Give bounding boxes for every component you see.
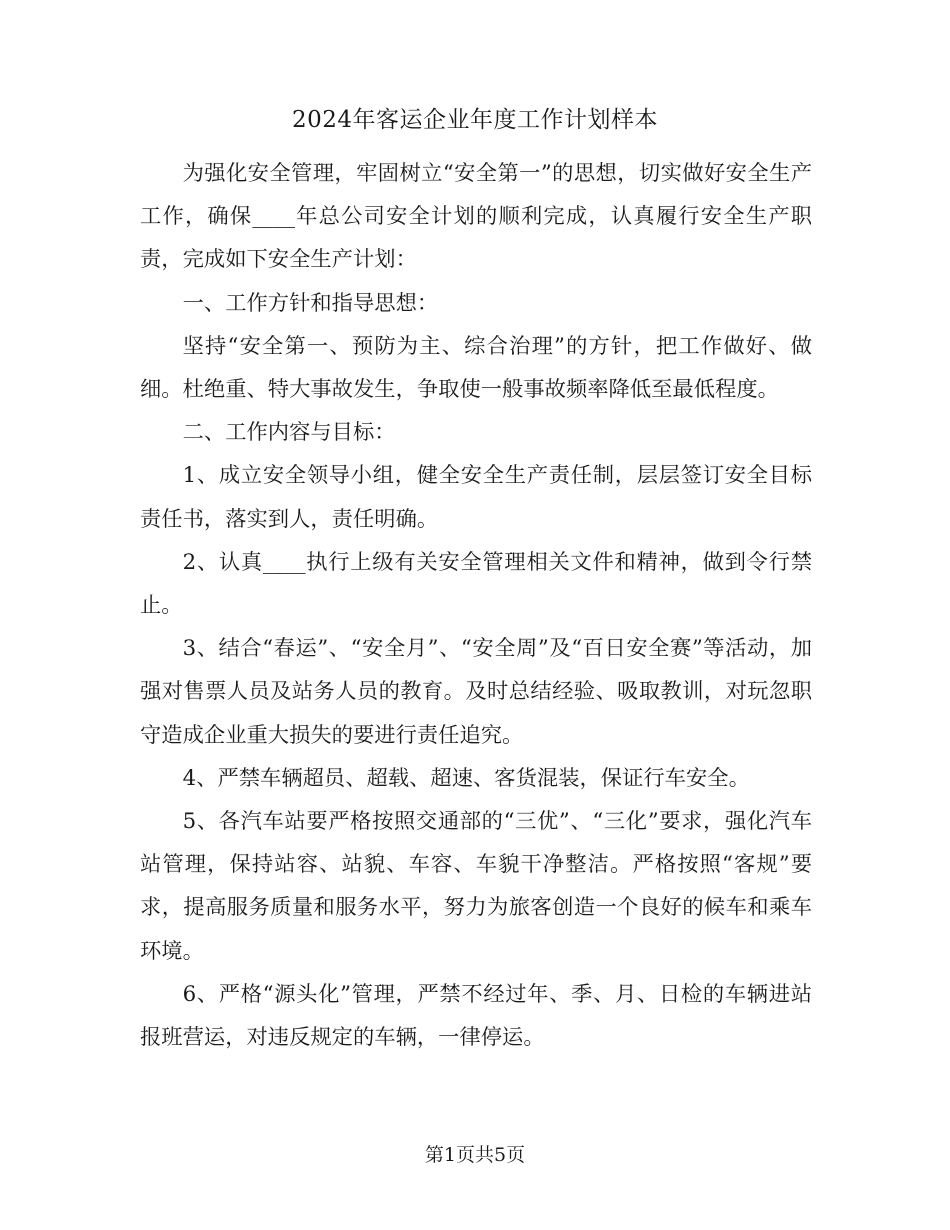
item-4-paragraph: 4、严禁车辆超员、超载、超速、客货混装，保证行车安全。 (182, 765, 750, 791)
document-title: 2024年客运企业年度工作计划样本 (291, 107, 659, 133)
section-heading-1: 一、工作方针和指导思想： (182, 290, 439, 316)
item-3-paragraph: 3、结合“春运”、“安全月”、“安全周”及“百日安全赛”等活动，加强对售票人员及站务人员的教育。及时总结经验、吸取教训，对玩忽职守造成企业重大损失的要进行责任追究。 (140, 636, 812, 748)
item-6-paragraph: 6、严格“源头化”管理，严禁不经过年、季、月、日检的车辆进站报班营运，对违反规定的车辆，一律停运。 (140, 981, 812, 1051)
guideline-paragraph: 坚持“安全第一、预防为主、综合治理”的方针，把工作做好、做细。杜绝重、特大事故发生，争取使一般事故频率降低至最低程度。 (140, 333, 812, 403)
intro-paragraph: 为强化安全管理，牢固树立“安全第一”的思想，切实做好安全生产工作，确保____年总公司安全计划的顺利完成，认真履行安全生产职责，完成如下安全生产计划： (140, 161, 812, 273)
item-1-paragraph: 1、成立安全领导小组，健全安全生产责任制，层层签订安全目标责任书，落实到人，责任明确。 (140, 463, 812, 532)
item-2-paragraph: 2、认真____执行上级有关安全管理相关文件和精神，做到令行禁止。 (140, 549, 812, 619)
document-body (140, 152, 812, 1059)
item-5-paragraph: 5、各汽车站要严格按照交通部的“三优”、“三化”要求，强化汽车站管理，保持站容、站貌、车容、车貌干净整洁。严格按照“客规”要求，提高服务质量和服务水平，努力为旅客创造一个良好的候车和乘车环境。 (140, 809, 812, 964)
page-number-footer: 第1页共5页 (424, 1144, 526, 1166)
section-heading-2: 二、工作内容与目标： (182, 420, 396, 446)
